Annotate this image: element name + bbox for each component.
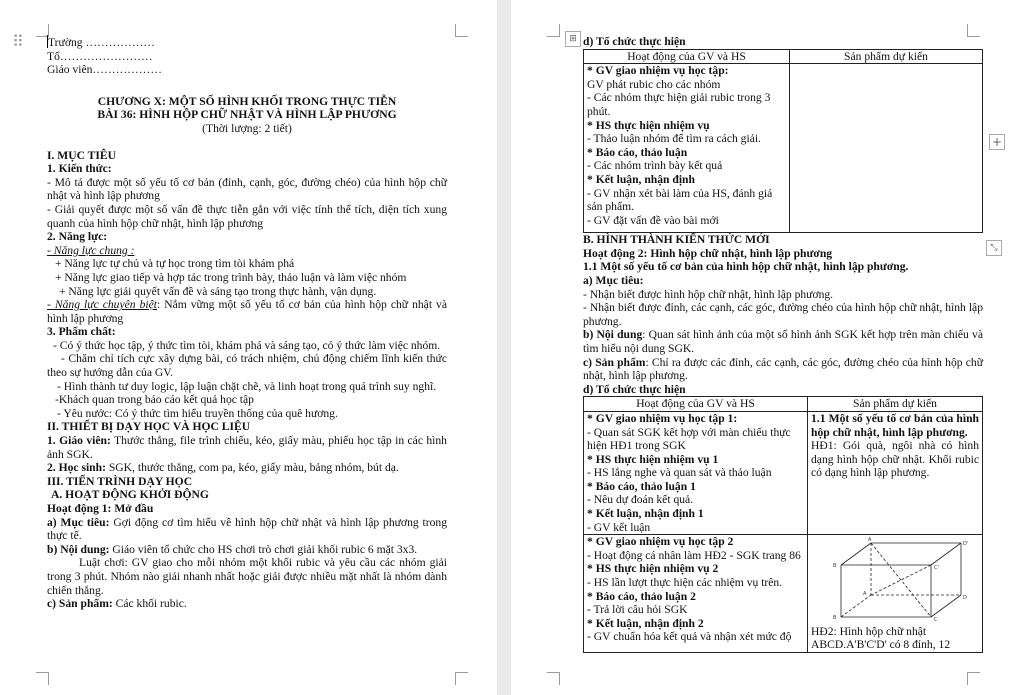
table-cell[interactable] [808,535,983,653]
crop-mark [547,672,560,685]
paragraph: c) Sản phẩm: Các khối rubic. [47,597,187,611]
lesson-duration: (Thời lượng: 2 tiết) [202,121,292,135]
cell-line: - GV chuẩn hóa kết quả và nhận xét mức độ [587,630,792,644]
cell-content [587,412,804,534]
activity-table-2 [583,396,983,653]
vertex-label: C' [934,565,939,572]
subsection-heading: d) Tổ chức thực hiện [583,382,686,396]
cell-heading: * GV giao nhiệm vụ học tập 1: [587,411,738,425]
cell-heading: * HS thực hiện nhiệm vụ [587,118,710,132]
activity-heading: Hoạt động 1: Mở đầu [47,502,154,515]
list-item: + Năng lực giải quyết vấn đề và sáng tạo trong thực hành, vận dụng. [59,284,377,298]
vertex-label: D [963,595,967,602]
paragraph: - Năng lực chung : [47,243,135,257]
paragraph: - Nhận biết được đỉnh, các cạnh, các góc, đường chéo của hình hộp chữ nhật, hình lập phương. [583,301,983,328]
table-cell[interactable] [790,64,983,233]
list-item: + Năng lực giao tiếp và hợp tác trong trình bày, thảo luận và làm việc nhóm [55,270,407,284]
header-group: Tổ…………………… [47,49,153,63]
paragraph: -Khách quan trong báo cáo kết quả học tập [55,393,254,407]
table-header-cell: Sản phẩm dự kiến [790,49,983,64]
cell-line: - Trả lời câu hỏi SGK [587,603,688,617]
paragraph: - Hình thành tư duy logic, lập luận chặt chẽ, và linh hoạt trong quá trình suy nghĩ. [57,379,437,393]
cell-heading: * Báo cáo, thảo luận [587,145,688,159]
figure-diagonal [871,543,931,617]
subsection-heading: 1. Kiến thức: [47,162,112,176]
paragraph: - Chăm chỉ tích cực xây dựng bài, có trách nhiệm, chủ động chiếm lĩnh kiến thức theo sự hướng dẫn của GV. [47,352,447,380]
paragraph: - Mô tả được một số yếu tố cơ bản (đỉnh, cạnh, góc, đường chéo) của hình hộp chữ nhật và hình lập phương [47,175,447,203]
document-body-right [583,35,983,653]
cell-line: - HS lần lượt thực hiện các nhiệm vụ trên. [587,576,783,590]
table-header-cell: Hoạt động của GV và HS [584,397,808,412]
section-heading: I. MỤC TIÊU [47,148,117,162]
document-body-left [47,35,447,611]
vertex-label: B [833,563,837,570]
document-page-left [0,0,497,695]
cell-heading: * HS thực hiện nhiệm vụ 2 [587,562,719,576]
paragraph: 2. Học sinh: SGK, thước thẳng, com pa, kéo, giấy màu, bảng nhóm, bút dạ. [47,461,399,475]
figure-edge [841,543,871,565]
cell-content [587,535,804,644]
table-cell[interactable] [808,411,983,534]
vertex-label: A [863,591,867,598]
crop-mark [547,24,560,37]
figure-hidden-edge [841,595,871,617]
figure-edge [931,595,961,617]
cell-line: - GV kết luận [587,520,651,534]
vertex-label: A [868,537,872,544]
document-page-right [511,0,1019,695]
cell-line: - GV đặt vấn đề vào bài mới [587,213,719,227]
cuboid-figure [811,535,979,621]
section-heading: B. HÌNH THÀNH KIẾN THỨC MỚI [583,233,770,247]
cell-heading: * GV giao nhiệm vụ học tập: [587,64,729,78]
vertex-label: B [833,615,837,622]
crop-mark [455,24,468,37]
table-cell[interactable] [584,64,790,233]
paragraph: a) Mục tiêu: Gợi động cơ tìm hiểu về hình hộp chữ nhật và hình lập phương trong thực tế. [47,515,447,543]
cell-heading: * Kết luận, nhận định [587,172,695,186]
paragraph: b) Nội dung: Quan sát hình ảnh của một số hình ảnh SGK kết hợp trên màn chiếu và tìm hiểu nội dung SGK. [583,328,983,355]
vertex-label: C [934,617,938,622]
paragraph: Luật chơi: GV giao cho mỗi nhóm một khối rubic và yêu cầu các nhóm giải trong 3 phút. Nhóm nào giải nhanh nhất hoặc giải được nhiều mặt nhất là nhóm dành chiến thắng. [47,556,447,597]
paragraph: - Năng lực chuyên biệt: Nắm vững một số yếu tố cơ bản của hình hộp chữ nhật và hình lập phương [47,298,447,325]
paragraph: b) Nội dung: Giáo viên tổ chức cho HS chơi trò chơi giải khối rubic 6 mặt 3x3. [47,542,418,556]
section-heading: A. HOẠT ĐỘNG KHỞI ĐỘNG [51,488,209,502]
vertex-label: D' [963,541,969,548]
section-heading: II. THIẾT BỊ DẠY HỌC VÀ HỌC LIỆU [47,420,251,434]
subsection-heading: 1.1 Một số yếu tố cơ bản của hình hộp chữ nhật, hình lập phương. [583,260,909,274]
resize-handle-icon[interactable]: ⤡ [986,240,1002,256]
subsection-heading: 2. Năng lực: [47,230,108,244]
table-cell[interactable] [584,535,808,653]
paragraph: c) Sản phẩm: Chỉ ra được các đỉnh, các cạnh, các góc, đường chéo của hình hộp chữ nhật, hình lập phương. [583,355,983,383]
table-header-cell: Sản phẩm dự kiến [808,397,983,412]
lesson-title: BÀI 36: HÌNH HỘP CHỮ NHẬT VÀ HÌNH LẬP PHƯƠNG [97,108,397,122]
cell-heading: * Kết luận, nhận định 1 [587,507,704,521]
paragraph: - Yêu nước: Có ý thức tìm hiểu truyền thống của quê hương. [57,406,338,420]
chapter-title: CHƯƠNG X: MỘT SỐ HÌNH KHỐI TRONG THỰC TIỄN [97,94,397,108]
cell-heading: * GV giao nhiệm vụ học tập 2 [587,535,734,549]
paragraph: - Có ý thức học tập, ý thức tìm tòi, khám phá và sáng tạo, có ý thức làm việc nhóm. [53,338,441,352]
subsection-heading: a) Mục tiêu: [583,273,644,287]
move-handle-icon[interactable]: ⠿ [12,32,24,51]
table-move-handle-icon[interactable]: ⊞ [565,31,581,47]
crop-mark [967,672,980,685]
activity-heading: Hoạt động 2: Hình hộp chữ nhật, hình lập phương [583,246,833,260]
activity-table-1 [583,49,983,234]
cell-heading: * Kết luận, nhận định 2 [587,616,704,630]
crop-mark [36,672,49,685]
paragraph: - Nhận biết được hình hộp chữ nhật, hình lập phương. [583,287,834,301]
cell-line: - HS lắng nghe và quan sát và thảo luận [587,466,772,480]
subsection-heading: d) Tổ chức thực hiện [583,35,686,48]
cell-heading: * Báo cáo, thảo luận 1 [587,479,696,493]
subsection-heading: 3. Phẩm chất: [47,325,116,339]
table-header-cell: Hoạt động của GV và HS [584,49,790,64]
cell-heading: 1.1 Một số yếu tố cơ bản của hình hộp chữ nhật, hình lập phương. [811,411,979,439]
header-teacher: Giáo viên……………… [47,63,162,77]
paragraph: - Giải quyết được một số vấn đề thực tiễn gắn với việc tính thể tích, diện tích xung quanh của hình hộp chữ nhật, hình lập phương [47,202,447,230]
table-cell[interactable] [584,411,808,534]
cell-line: - GV nhận xét bài làm của HS, đánh giá sản phẩm. [587,186,773,214]
cell-text: HĐ1: Gói quà, ngôi nhà có hình dạng hình hộp chữ nhật. Khối rubic có dạng hình lập phương. [811,439,979,480]
cell-line: - Quan sát SGK kết hợp với màn chiếu thực hiện HĐ1 trong SGK [587,425,791,453]
list-item: + Năng lực tự chủ và tự học trong tìm tòi khám phá [55,257,295,271]
crop-mark [455,672,468,685]
cell-line: - Thảo luận nhóm để tìm ra cách giải. [587,132,761,146]
section-heading: III. TIẾN TRÌNH DẠY HỌC [47,474,193,488]
add-column-icon[interactable]: + [989,134,1005,150]
cell-content [587,64,786,227]
cell-heading: * Báo cáo, thảo luận 2 [587,589,696,603]
header-school[interactable]: Trường ……………… [48,36,156,49]
figure-edge [931,543,961,565]
cell-heading: * HS thực hiện nhiệm vụ 1 [587,452,719,466]
cell-line: - Các nhóm trình bày kết quả [587,159,723,173]
cell-line: - Hoạt động cá nhân làm HĐ2 - SGK trang 86 [587,548,801,562]
cell-line: - Nêu dự đoán kết quả. [587,493,694,507]
cell-line: GV phát rubic cho các nhóm [587,77,721,91]
paragraph: 1. Giáo viên: Thước thẳng, file trình chiếu, kéo, giấy màu, phiếu học tập in các hình ảnh SGK. [47,434,447,461]
cell-text: HĐ2: Hình hộp chữ nhật ABCD.A'B'C'D' có 8 đỉnh, 12 [811,624,951,652]
cell-line: - Các nhóm thực hiện giải rubic trong 3 phút. [587,91,771,118]
